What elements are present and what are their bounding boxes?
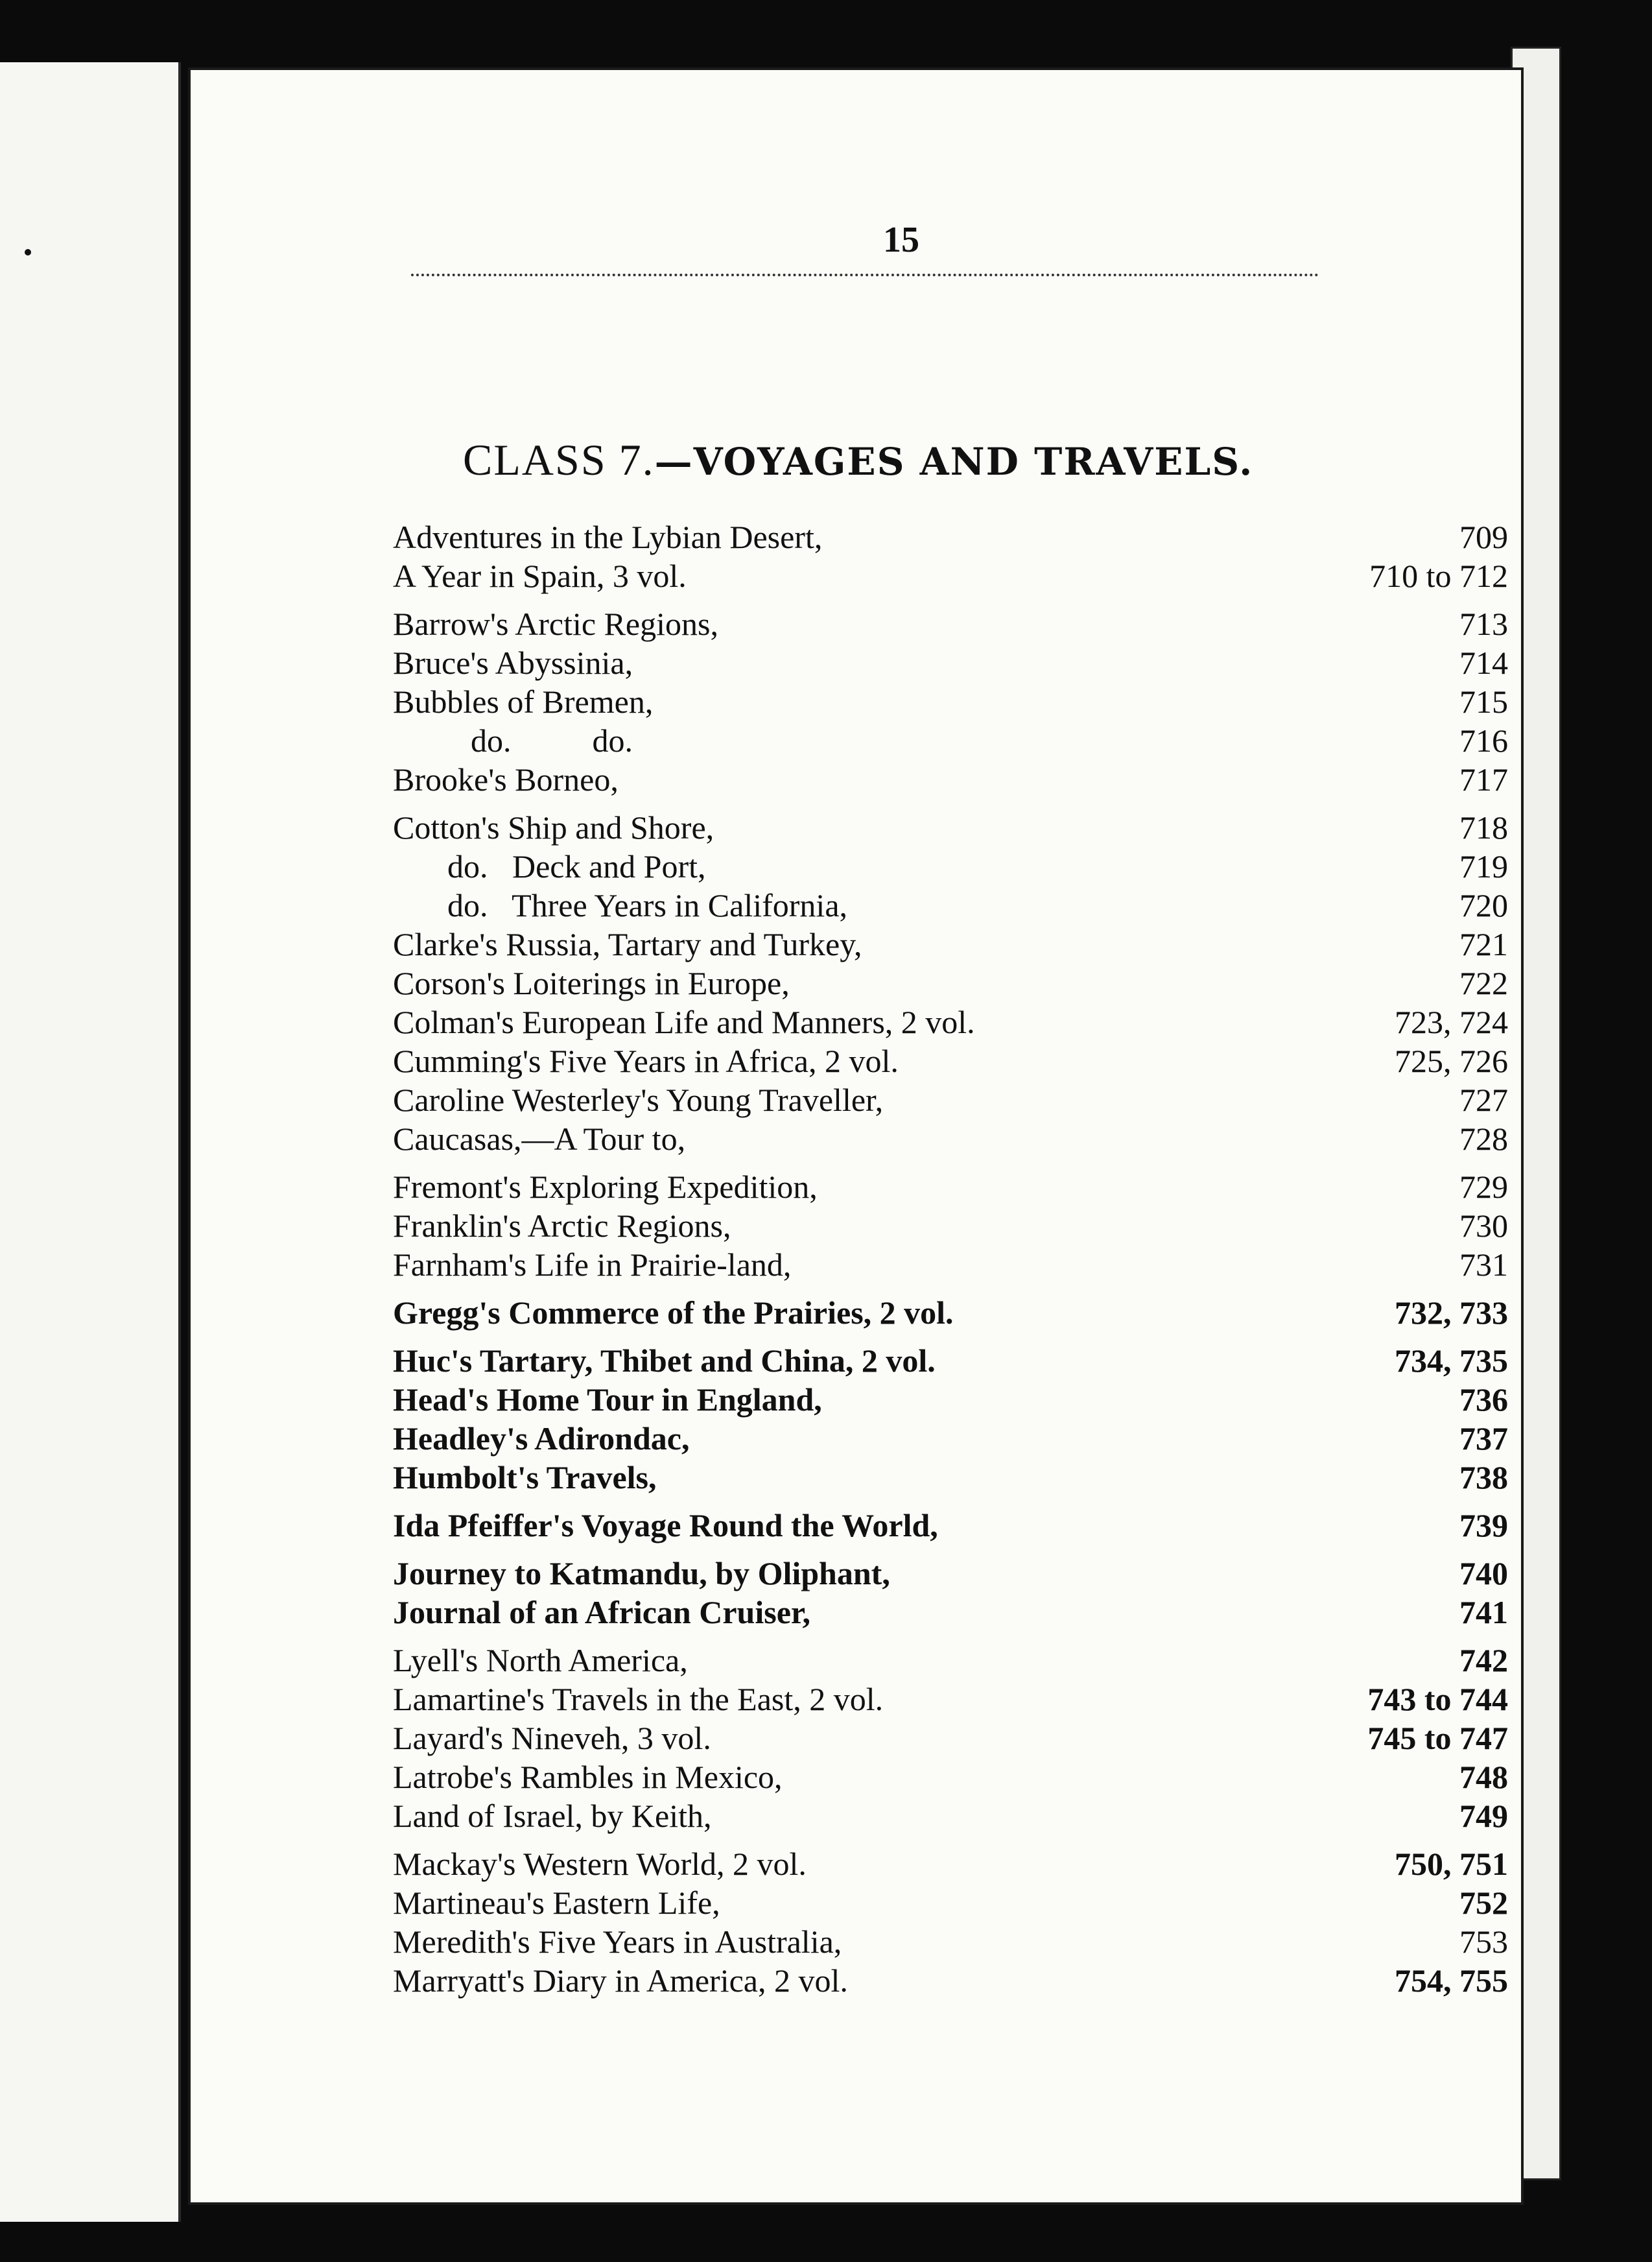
entry-title: Meredith's Five Years in Australia,: [393, 1923, 842, 1960]
catalog-entry: [393, 721, 1508, 760]
entry-number: 721: [1459, 926, 1508, 962]
entry-title: Brooke's Borneo,: [393, 761, 619, 798]
class-label: CLASS 7.: [463, 435, 655, 484]
entry-title: Caroline Westerley's Young Traveller,: [393, 1082, 884, 1118]
catalog-entry: [393, 1458, 1508, 1497]
entry-title: Adventures in the Lybian Desert,: [393, 519, 823, 555]
catalog-entry: [393, 1593, 1508, 1632]
catalog-entry: [393, 556, 1508, 595]
entry-title: Colman's European Life and Manners, 2 vol.: [393, 1004, 975, 1040]
catalog-entry: [393, 1506, 1508, 1545]
entry-number: 717: [1459, 761, 1508, 798]
catalog-entry: [393, 1883, 1508, 1922]
entry-number: 748: [1459, 1759, 1508, 1795]
entry-title: do. do.: [471, 722, 633, 759]
entry-number: 727: [1459, 1082, 1508, 1118]
entry-title: Fremont's Exploring Expedition,: [393, 1169, 818, 1205]
entry-title: Journal of an African Cruiser,: [393, 1594, 810, 1630]
entry-number: 731: [1459, 1246, 1508, 1283]
catalog-entry: [393, 1167, 1508, 1206]
catalog-entry: [393, 1554, 1508, 1593]
entry-title: do. Deck and Port,: [447, 848, 706, 885]
catalog-entry: [393, 1641, 1508, 1680]
entry-number: 716: [1459, 722, 1508, 759]
scan-speck: [25, 249, 31, 256]
entry-title: Franklin's Arctic Regions,: [393, 1208, 731, 1244]
entry-number: 722: [1459, 965, 1508, 1001]
catalog-entry: [393, 1961, 1508, 2000]
entry-number: 709: [1459, 519, 1508, 555]
catalog-entry: [393, 682, 1508, 721]
section-title: —VOYAGES AND TRAVELS.: [654, 440, 1254, 484]
entry-number: 740: [1459, 1555, 1508, 1591]
catalog-entry: [393, 1796, 1508, 1835]
catalog-entry: [393, 518, 1508, 556]
entry-title: Clarke's Russia, Tartary and Turkey,: [393, 926, 862, 962]
entry-number: 732, 733: [1395, 1294, 1508, 1331]
section-heading: [463, 435, 1253, 486]
entry-number: 741: [1459, 1594, 1508, 1630]
catalog-entry: [393, 1757, 1508, 1796]
catalog-entry: [393, 760, 1508, 799]
catalog-entry: [393, 964, 1508, 1003]
entry-title: Journey to Katmandu, by Oliphant,: [393, 1555, 890, 1591]
header-rule: [411, 274, 1319, 276]
entry-number: 743 to 744: [1367, 1681, 1508, 1717]
entry-number: 715: [1459, 684, 1508, 720]
entry-number: 745 to 747: [1367, 1720, 1508, 1756]
entry-title: Martineau's Eastern Life,: [393, 1885, 720, 1921]
entry-title: Headley's Adirondac,: [393, 1420, 690, 1457]
catalog-entry: [393, 886, 1508, 925]
entry-number: 736: [1459, 1381, 1508, 1418]
entry-title: Humbolt's Travels,: [393, 1459, 657, 1495]
facing-page-edge: [0, 62, 181, 2222]
entry-title: Latrobe's Rambles in Mexico,: [393, 1759, 783, 1795]
catalog-entry: [393, 1680, 1508, 1719]
catalog-entry: [393, 643, 1508, 682]
entry-number: 714: [1459, 645, 1508, 681]
catalog-entry: [393, 1293, 1508, 1332]
catalog-entry: [393, 1380, 1508, 1419]
entry-title: Caucasas,—A Tour to,: [393, 1121, 686, 1157]
entry-number: 742: [1459, 1642, 1508, 1678]
catalog-entry: [393, 1844, 1508, 1883]
entry-title: do. Three Years in California,: [447, 887, 848, 923]
entry-number: 719: [1459, 848, 1508, 885]
entry-title: Farnham's Life in Prairie-land,: [393, 1246, 792, 1283]
catalog-entry: [393, 1719, 1508, 1757]
entry-number: 737: [1459, 1420, 1508, 1457]
catalog-entry: [393, 847, 1508, 886]
entry-number: 738: [1459, 1459, 1508, 1495]
entry-title: Mackay's Western World, 2 vol.: [393, 1846, 807, 1882]
entry-number: 723, 724: [1395, 1004, 1508, 1040]
entry-title: Marryatt's Diary in America, 2 vol.: [393, 1962, 848, 1999]
catalog-entry: [393, 1206, 1508, 1245]
catalog-entry: [393, 808, 1508, 847]
entry-title: Barrow's Arctic Regions,: [393, 606, 718, 642]
entry-title: Huc's Tartary, Thibet and China, 2 vol.: [393, 1342, 936, 1379]
catalog-page: [188, 67, 1524, 2205]
entry-number: 713: [1459, 606, 1508, 642]
entry-number: 752: [1459, 1885, 1508, 1921]
entry-number: 728: [1459, 1121, 1508, 1157]
catalog-entry: [393, 604, 1508, 643]
catalog-entry: [393, 1080, 1508, 1119]
entry-number: 739: [1459, 1507, 1508, 1543]
catalog-entry: [393, 1042, 1508, 1080]
entry-number: 730: [1459, 1208, 1508, 1244]
entry-number: 754, 755: [1395, 1962, 1508, 1999]
catalog-entry: [393, 925, 1508, 964]
entry-number: 725, 726: [1395, 1043, 1508, 1079]
catalog-entry: [393, 1245, 1508, 1284]
entry-title: Cumming's Five Years in Africa, 2 vol.: [393, 1043, 899, 1079]
entry-number: 750, 751: [1395, 1846, 1508, 1882]
entry-number: 718: [1459, 809, 1508, 846]
catalog-entry: [393, 1003, 1508, 1042]
catalog-entry: [393, 1341, 1508, 1380]
catalog-entry: [393, 1119, 1508, 1158]
entry-title: Corson's Loiterings in Europe,: [393, 965, 790, 1001]
entry-title: Lyell's North America,: [393, 1642, 688, 1678]
page-number: 15: [883, 220, 919, 260]
entry-title: Cotton's Ship and Shore,: [393, 809, 714, 846]
catalog-entry: [393, 1922, 1508, 1961]
entry-number: 734, 735: [1395, 1342, 1508, 1379]
entry-title: Bruce's Abyssinia,: [393, 645, 633, 681]
entry-number: 710 to 712: [1369, 558, 1508, 594]
entry-number: 753: [1459, 1923, 1508, 1960]
catalog-entry: [393, 1419, 1508, 1458]
entry-title: A Year in Spain, 3 vol.: [393, 558, 687, 594]
catalog-list: [393, 518, 1508, 2000]
entry-title: Gregg's Commerce of the Prairies, 2 vol.: [393, 1294, 954, 1331]
entry-title: Ida Pfeiffer's Voyage Round the World,: [393, 1507, 938, 1543]
entry-title: Bubbles of Bremen,: [393, 684, 654, 720]
entry-number: 749: [1459, 1798, 1508, 1834]
entry-title: Head's Home Tour in England,: [393, 1381, 822, 1418]
entry-title: Layard's Nineveh, 3 vol.: [393, 1720, 711, 1756]
entry-number: 729: [1459, 1169, 1508, 1205]
entry-title: Lamartine's Travels in the East, 2 vol.: [393, 1681, 884, 1717]
entry-title: Land of Israel, by Keith,: [393, 1798, 712, 1834]
entry-number: 720: [1459, 887, 1508, 923]
